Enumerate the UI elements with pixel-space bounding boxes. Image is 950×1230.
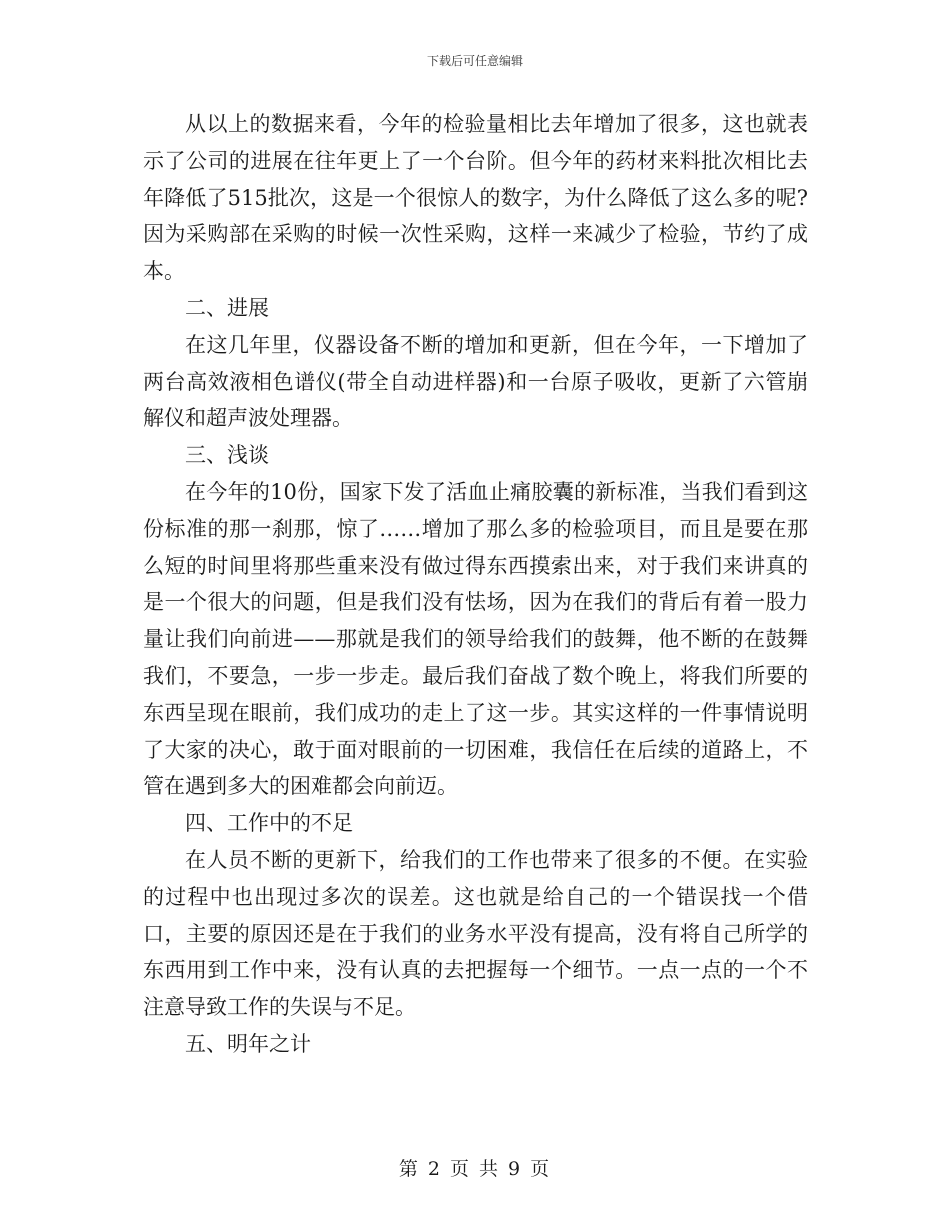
section-heading-discussion: 三、浅谈 — [185, 443, 269, 468]
page-header: 下载后可任意编辑 — [426, 54, 523, 68]
paragraph-shortcomings: 在人员不断的更新下，给我们的工作也带来了很多的不便。在实验的过程中也出现过多次的误差。这也就是给自己的一个错误找一个借口，主要的原因还是在于我们的业务水平没有提高，没有将自己所学的东西用到工作中来，没有认真的去把握每一个细节。一点一点的一个不注意导致工作的失误与不足。 — [143, 847, 808, 1020]
section-heading-next-year: 五、明年之计 — [185, 1031, 311, 1056]
document-body — [143, 106, 808, 1063]
paragraph-progress: 在这几年里，仪器设备不断的增加和更新，但在今年，一下增加了两台高效液相色谱仪(带全自动进样器)和一台原子吸收，更新了六管崩解仪和超声波处理器。 — [143, 332, 808, 431]
paragraph-data-summary: 从以上的数据来看，今年的检验量相比去年增加了很多，这也就表示了公司的进展在往年更上了一个台阶。但今年的药材来料批次相比去年降低了515批次，这是一个很惊人的数字，为什么降低了这么多的呢?因为采购部在采购的时候一次性采购，这样一来减少了检验，节约了成本。 — [143, 112, 808, 284]
page-number: 第 2 页 共 9 页 — [398, 1158, 552, 1180]
section-heading-shortcomings: 四、工作中的不足 — [185, 811, 353, 836]
paragraph-discussion: 在今年的10份，国家下发了活血止痛胶囊的新标准，当我们看到这份标准的那一刹那，惊了……增加了那么多的检验项目，而且是要在那么短的时间里将那些重来没有做过得东西摸索出来，对于我们来讲真的是一个很大的问题，但是我们没有怯场，因为在我们的背后有着一股力量让我们向前进——那就是我们的领导给我们的鼓舞，他不断的在鼓舞我们，不要急，一步一步走。最后我们奋战了数个晚上，将我们所要的东西呈现在眼前，我们成功的走上了这一步。其实这样的一件事情说明了大家的决心，敢于面对眼前的一切困难，我信任在后续的道路上，不管在遇到多大的困难都会向前迈。 — [143, 479, 808, 799]
section-heading-progress: 二、进展 — [185, 295, 269, 320]
